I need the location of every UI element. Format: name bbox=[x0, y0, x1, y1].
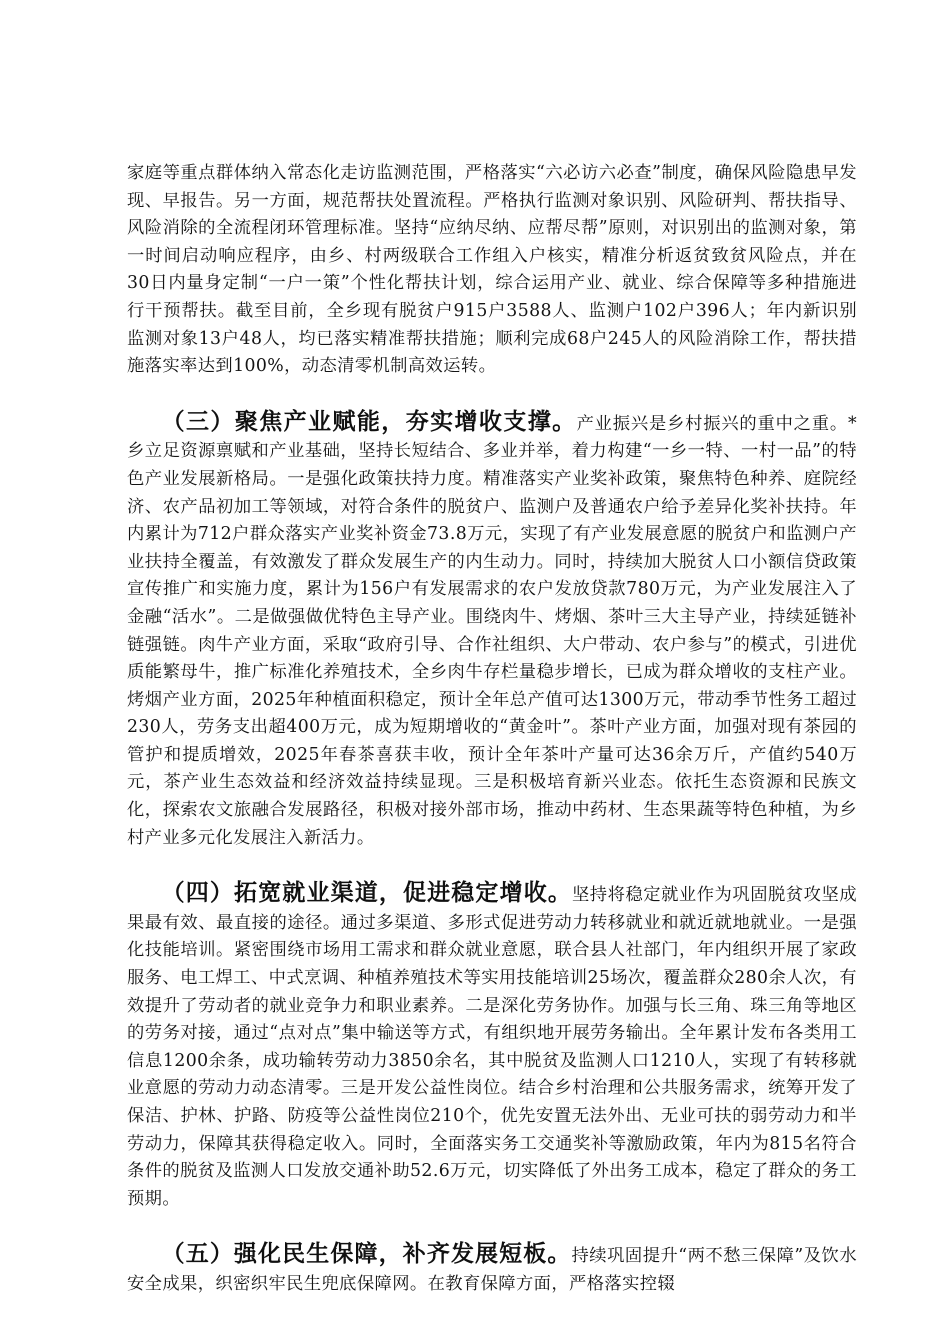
section-employment bbox=[127, 880, 857, 1213]
document-page bbox=[127, 160, 857, 1299]
section-body: 持续巩固提升“两不愁三保障”及饮水安全成果，织密织牢民生兜底保障网。在教育保障方面，严格落实控辍 bbox=[127, 1246, 857, 1294]
paragraph-gap bbox=[127, 381, 857, 409]
section-body: 产业振兴是乡村振兴的重中之重。*乡立足资源禀赋和产业基础，坚持长短结合、多业并举，着力构建“一乡一特、一村一品”的特色产业发展新格局。一是强化政策扶持力度。精准落实产业奖补政策，聚焦特色种养、庭院经济、农产品初加工等领域，对符合条件的脱贫户、监测户及普通农户给予差异化奖补扶持。年内累计为712户群众落实产业奖补资金73.8万元，实现了有产业发展意愿的脱贫户和监测户产业扶持全覆盖，有效激发了群众发展生产的内生动力。同时，持续加大脱贫人口小额信贷政策宣传推广和实施力度，累计为156户有发展需求的农户发放贷款780万元，为产业发展注入了金融“活水”。二是做强做优特色主导产业。围绕肉牛、烤烟、茶叶三大主导产业，持续延链补链强链。肉牛产业方面，采取“政府引导、合作社组织、大户带动、农户参与”的模式，引进优质能繁母牛，推广标准化养殖技术，全乡肉牛存栏量稳步增长，已成为群众增收的支柱产业。烤烟产业方面，2025年种植面积稳定，预计全年总产值可达1300万元，带动季节性务工超过230人，劳务支出超400万元，成为短期增收的“黄金叶”。茶叶产业方面，加强对现有茶园的管护和提质增效，2025年春茶喜获丰收，预计全年茶叶产量可达36余万斤，产值约540万元，茶产业生态效益和经济效益持续显现。三是积极培育新兴业态。依托生态资源和民族文化，探索农文旅融合发展路径，积极对接外部市场，推动中药材、生态果蔬等特色种植，为乡村产业多元化发展注入新活力。 bbox=[127, 413, 857, 848]
paragraph-gap bbox=[127, 852, 857, 880]
section-livelihood bbox=[127, 1241, 857, 1298]
continuation-paragraph: 家庭等重点群体纳入常态化走访监测范围，严格落实“六必访六必查”制度，确保风险隐患早发现、早报告。另一方面，规范帮扶处置流程。严格执行监测对象识别、风险研判、帮扶指导、风险消除的全流程闭环管理标准。坚持“应纳尽纳、应帮尽帮”原则，对识别出的监测对象，第一时间启动响应程序，由乡、村两级联合工作组入户核实，精准分析返贫致贫风险点，并在30日内量身定制“一户一策”个性化帮扶计划，综合运用产业、就业、综合保障等多种措施进行干预帮扶。截至目前，全乡现有脱贫户915户3588人、监测户102户396人；年内新识别监测对象13户48人，均已落实精准帮扶措施；顺利完成68户245人的风险消除工作，帮扶措施落实率达到100%，动态清零机制高效运转。 bbox=[127, 163, 857, 377]
section-heading: （五）强化民生保障，补齐发展短板。 bbox=[161, 1241, 572, 1268]
paragraph-gap bbox=[127, 1213, 857, 1241]
section-industry bbox=[127, 409, 857, 853]
section-heading: （四）拓宽就业渠道，促进稳定增收。 bbox=[161, 880, 572, 907]
section-body: 坚持将稳定就业作为巩固脱贫攻坚成果最有效、最直接的途径。通过多渠道、多形式促进劳动力转移就业和就近就地就业。一是强化技能培训。紧密围绕市场用工需求和群众就业意愿，联合县人社部门，年内组织开展了家政服务、电工焊工、中式烹调、种植养殖技术等实用技能培训25场次，覆盖群众280余人次，有效提升了劳动者的就业竞争力和职业素养。二是深化劳务协作。加强与长三角、珠三角等地区的劳务对接，通过“点对点”集中输送等方式，有组织地开展劳务输出。全年累计发布各类用工信息1200余条，成功输转劳动力3850余名，其中脱贫及监测人口1210人，实现了有转移就业意愿的劳动力动态清零。三是开发公益性岗位。结合乡村治理和公共服务需求，统筹开发了保洁、护林、护路、防疫等公益性岗位210个，优先安置无法外出、无业可扶的弱劳动力和半劳动力，保障其获得稳定收入。同时，全面落实务工交通奖补等激励政策，年内为815名符合条件的脱贫及监测人口发放交通补助52.6万元，切实降低了外出务工成本，稳定了群众的务工预期。 bbox=[127, 885, 857, 1209]
section-heading: （三）聚焦产业赋能，夯实增收支撑。 bbox=[161, 408, 577, 435]
